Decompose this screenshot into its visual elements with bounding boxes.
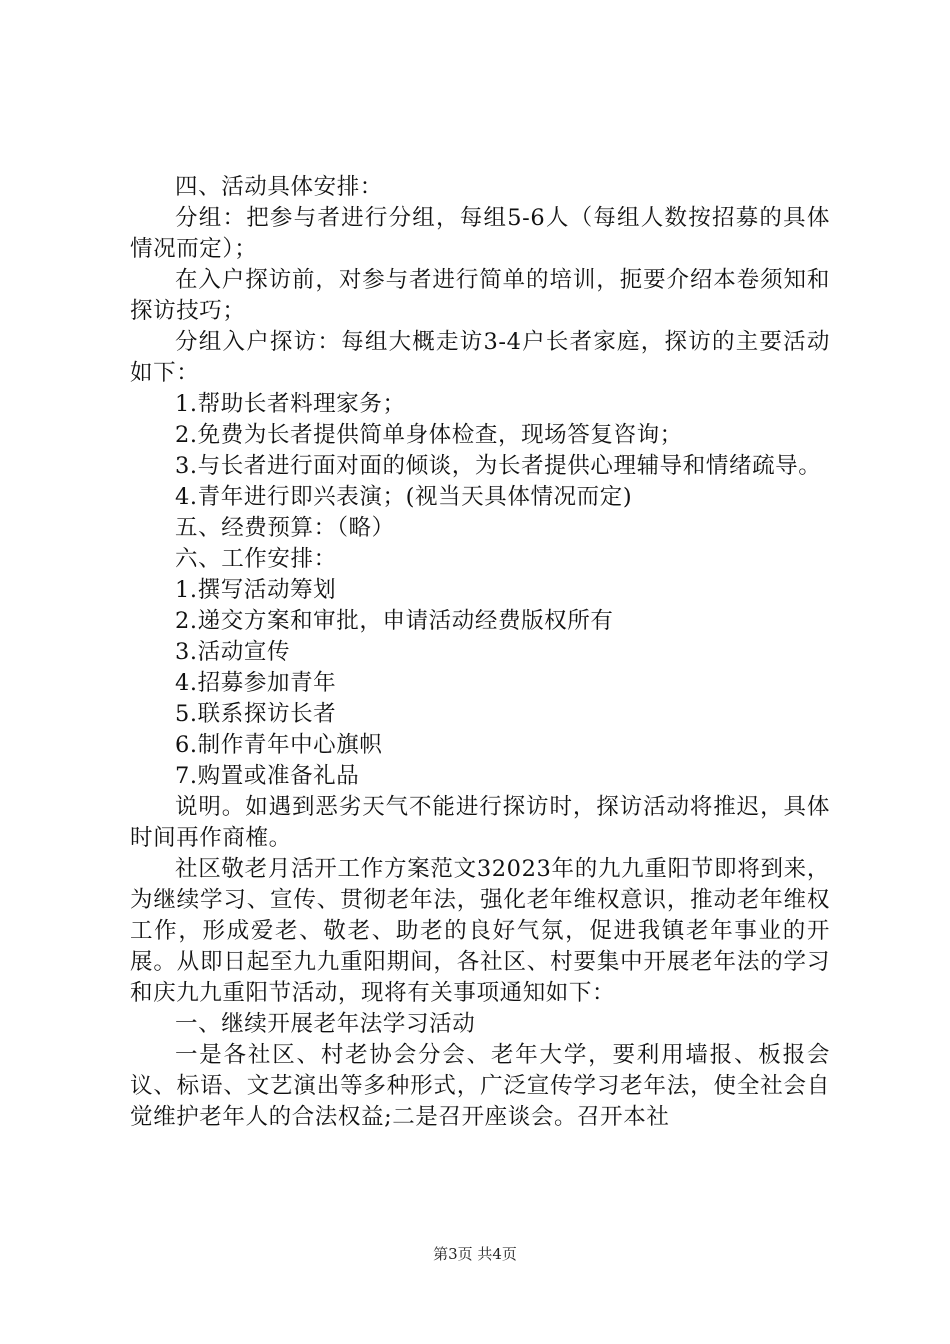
list-item-contact-elders: 5.联系探访长者 [175, 701, 337, 727]
list-item-health-check: 2.免费为长者提供简单身体检查，现场答复咨询； [175, 422, 683, 448]
list-item-banner: 6.制作青年中心旗帜 [175, 732, 383, 758]
page-number-footer: 第3页 共4页 [433, 1245, 517, 1263]
list-item-performance: 4.青年进行即兴表演；(视当天具体情况而定) [175, 484, 633, 510]
paragraph-plan-intro: 社区敬老月活开工作方案范文32023年的九九重阳节即将到来，为继续学习、宣传、贯彻老年法，强化老年维权意识，推动老年维权工作，形成爱老、敬老、助老的良好气氛，促进我镇老年事业的开展。从即日起至九九重阳期间，各社区、村要集中开展老年法的学习和庆九九重阳节活动，现将有关事项通知如下： [130, 856, 830, 1006]
section-heading-work-arrangement: 六、工作安排： [175, 546, 337, 572]
list-item-approval: 2.递交方案和审批，申请活动经费版权所有 [175, 608, 614, 634]
paragraph-training: 在入户探访前，对参与者进行简单的培训，扼要介绍本卷须知和探访技巧； [130, 267, 830, 324]
list-item-promotion: 3.活动宣传 [175, 639, 291, 665]
paragraph-law-study-details: 一是各社区、村老协会分会、老年大学，要利用墙报、板报会议、标语、文艺演出等多种形式，广泛宣传学习老年法，使全社会自觉维护老年人的合法权益;二是召开座谈会。召开本社 [130, 1042, 830, 1130]
section-heading-activity-schedule: 四、活动具体安排： [175, 174, 383, 200]
paragraph-weather-note: 说明。如遇到恶劣天气不能进行探访时，探访活动将推迟，具体时间再作商榷。 [130, 794, 830, 851]
document-body [130, 172, 830, 1133]
section-heading-law-study: 一、继续开展老年法学习活动 [175, 1011, 476, 1037]
list-item-housework: 1.帮助长者料理家务； [175, 391, 406, 417]
paragraph-home-visits: 分组入户探访：每组大概走访3-4户长者家庭，探访的主要活动如下： [130, 329, 830, 386]
section-heading-budget: 五、经费预算：（略） [175, 515, 395, 541]
list-item-planning: 1.撰写活动筹划 [175, 577, 337, 603]
paragraph-grouping: 分组：把参与者进行分组，每组5-6人（每组人数按招募的具体情况而定）； [130, 205, 830, 262]
list-item-recruitment: 4.招募参加青年 [175, 670, 337, 696]
list-item-counseling: 3.与长者进行面对面的倾谈，为长者提供心理辅导和情绪疏导。 [175, 453, 822, 479]
list-item-gifts: 7.购置或准备礼品 [175, 763, 360, 789]
